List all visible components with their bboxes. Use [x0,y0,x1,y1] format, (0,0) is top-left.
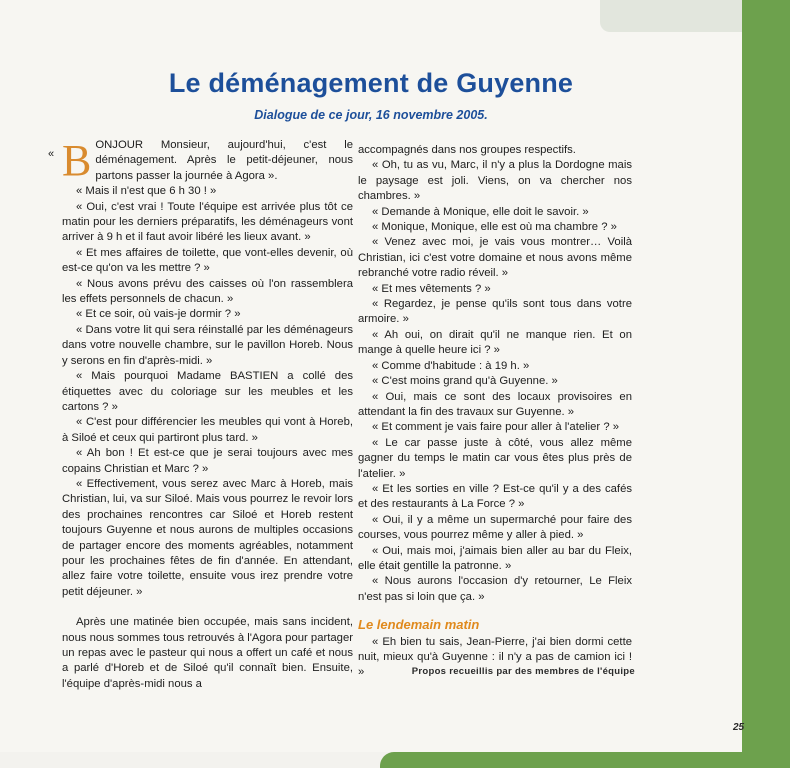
paragraph: « Monique, Monique, elle est où ma chambre ? » [372,221,617,234]
paragraph: « Oui, mais moi, j'aimais bien aller au bar du Fleix, elle était gentille la patronne. » [358,544,632,572]
paragraph: « Eh bien tu sais, Jean-Pierre, j'ai bien dormi cette nuit, mieux qu'à Guyenne : il n'y a pas de camion ici ! » [358,635,632,679]
paragraph: « Venez avec moi, je vais vous montrer… Voilà Christian, ici c'est votre domaine et nous avons même rebranché votre radio réveil. » [358,236,632,280]
paragraph: « Demande à Monique, elle doit le savoir. » [372,205,589,218]
left-column [62,138,353,692]
paragraph: « Oui, c'est vrai ! Toute l'équipe est arrivée plus tôt ce matin pour les derniers préparatifs, les déménageurs vont arriver à 9 h et il faut avoir libéré les lieux avant. » [62,200,353,244]
paragraph: « Mais pourquoi Madame BASTIEN a collé des étiquettes avec du coloriage sur les meubles et les cartons ? » [62,370,353,413]
paragraph: « Et mes affaires de toilette, que vont-elles devenir, où est-ce qu'on va les mettre ? » [62,246,353,275]
paragraph: « Nous aurons l'occasion d'y retourner, Le Fleix n'est pas si loin que ça. » [358,575,632,603]
page-number: 25 [733,722,745,733]
paragraph: « Et comment je vais faire pour aller à l'atelier ? » [372,421,620,434]
article-title: Le déménagement de Guyenne [168,68,574,99]
paragraph: « Oh, tu as vu, Marc, il n'y a plus la Dordogne mais le paysage est joli. Viens, on va chercher nos chambres. » [358,159,632,203]
green-bottom-band [380,752,760,768]
paragraph: « Et ce soir, où vais-je dormir ? » [76,308,241,321]
paragraph: « Comme d'habitude : à 19 h. » [372,359,530,372]
paragraph: Après une matinée bien occupée, mais sans incident, nous nous sommes tous retrouvés à l'Agora pour partager un repas avec le pasteur qui nous a offert un café et nous a parlé d'Horeb et de Siloé qu'il connaît bien. Ensuite, l'équipe d'après-midi nous a [62,616,354,690]
paragraph: « Et les sorties en ville ? Est-ce qu'il y a des cafés et des restaurants à La Force ? » [358,482,632,511]
paragraph: « Nous avons prévu des caisses où l'on rassemblera les effets personnels de chacun. » [62,277,353,306]
paragraph: « C'est moins grand qu'à Guyenne. » [372,375,558,388]
opening-quote-mark: « [48,148,55,160]
article-subtitle: Dialogue de ce jour, 16 novembre 2005. [254,108,488,122]
paragraph: « Ah oui, on dirait qu'il ne manque rien. Et on mange à quelle heure ici ? » [358,328,632,357]
dropcap: B [62,136,92,185]
paragraph: « Mais il n'est que 6 h 30 ! » [76,185,217,198]
article-credit: Propos recueillis par des membres de l'équipe [411,666,635,677]
paragraph: « Oui, il y a même un supermarché pour faire des courses, vous pourrez même y aller à pied. » [358,513,632,542]
right-column [358,143,632,681]
paragraph: « Regardez, je pense qu'ils sont tous dans votre armoire. » [358,298,632,326]
paragraph: « Oui, mais ce sont des locaux provisoires en attendant la fin des travaux sur Guyenne. » [358,390,632,418]
paragraph: « Effectivement, vous serez avec Marc à Horeb, mais Christian, lui, va sur Siloé. Mais vous pourrez le revoir lors des prochaines rencontres car Siloé et Horeb restent toujours Guyenne et nous aurons de multiples occasions de partager encore des moments agréables, notamment pour les prochaines fêtes de fin d'année. En attendant, allez faire votre toilette, ensuite vous irez prendre votre petit déjeuner. » [62,477,353,598]
paragraph: « Et mes vêtements ? » [372,282,491,295]
top-tab [600,0,742,32]
paragraph: BONJOUR Monsieur, aujourd'hui, c'est le déménagement. Après le petit-déjeuner, nous partons passer la journée à Agora ». [62,136,353,185]
paragraph: « Dans votre lit qui sera réinstallé par les déménageurs dans votre nouvelle chambre, sur le pavillon Horeb. Nous y serons en fin d'après-midi. » [62,323,353,367]
paragraph: « Le car passe juste à côté, vous allez même gagner du temps le matin car vous êtes plus près de l'atelier. » [358,436,632,480]
paragraph: « Ah bon ! Et est-ce que je serai toujours avec mes copains Christian et Marc ? » [62,447,353,475]
paragraph: « C'est pour différencier les meubles qui vont à Horeb, à Siloé et ceux qui partiront plus tard. » [62,416,353,444]
section-heading: Le lendemain matin [358,617,480,633]
paragraph: accompagnés dans nos groupes respectifs. [358,144,576,156]
green-side-band [742,0,790,768]
